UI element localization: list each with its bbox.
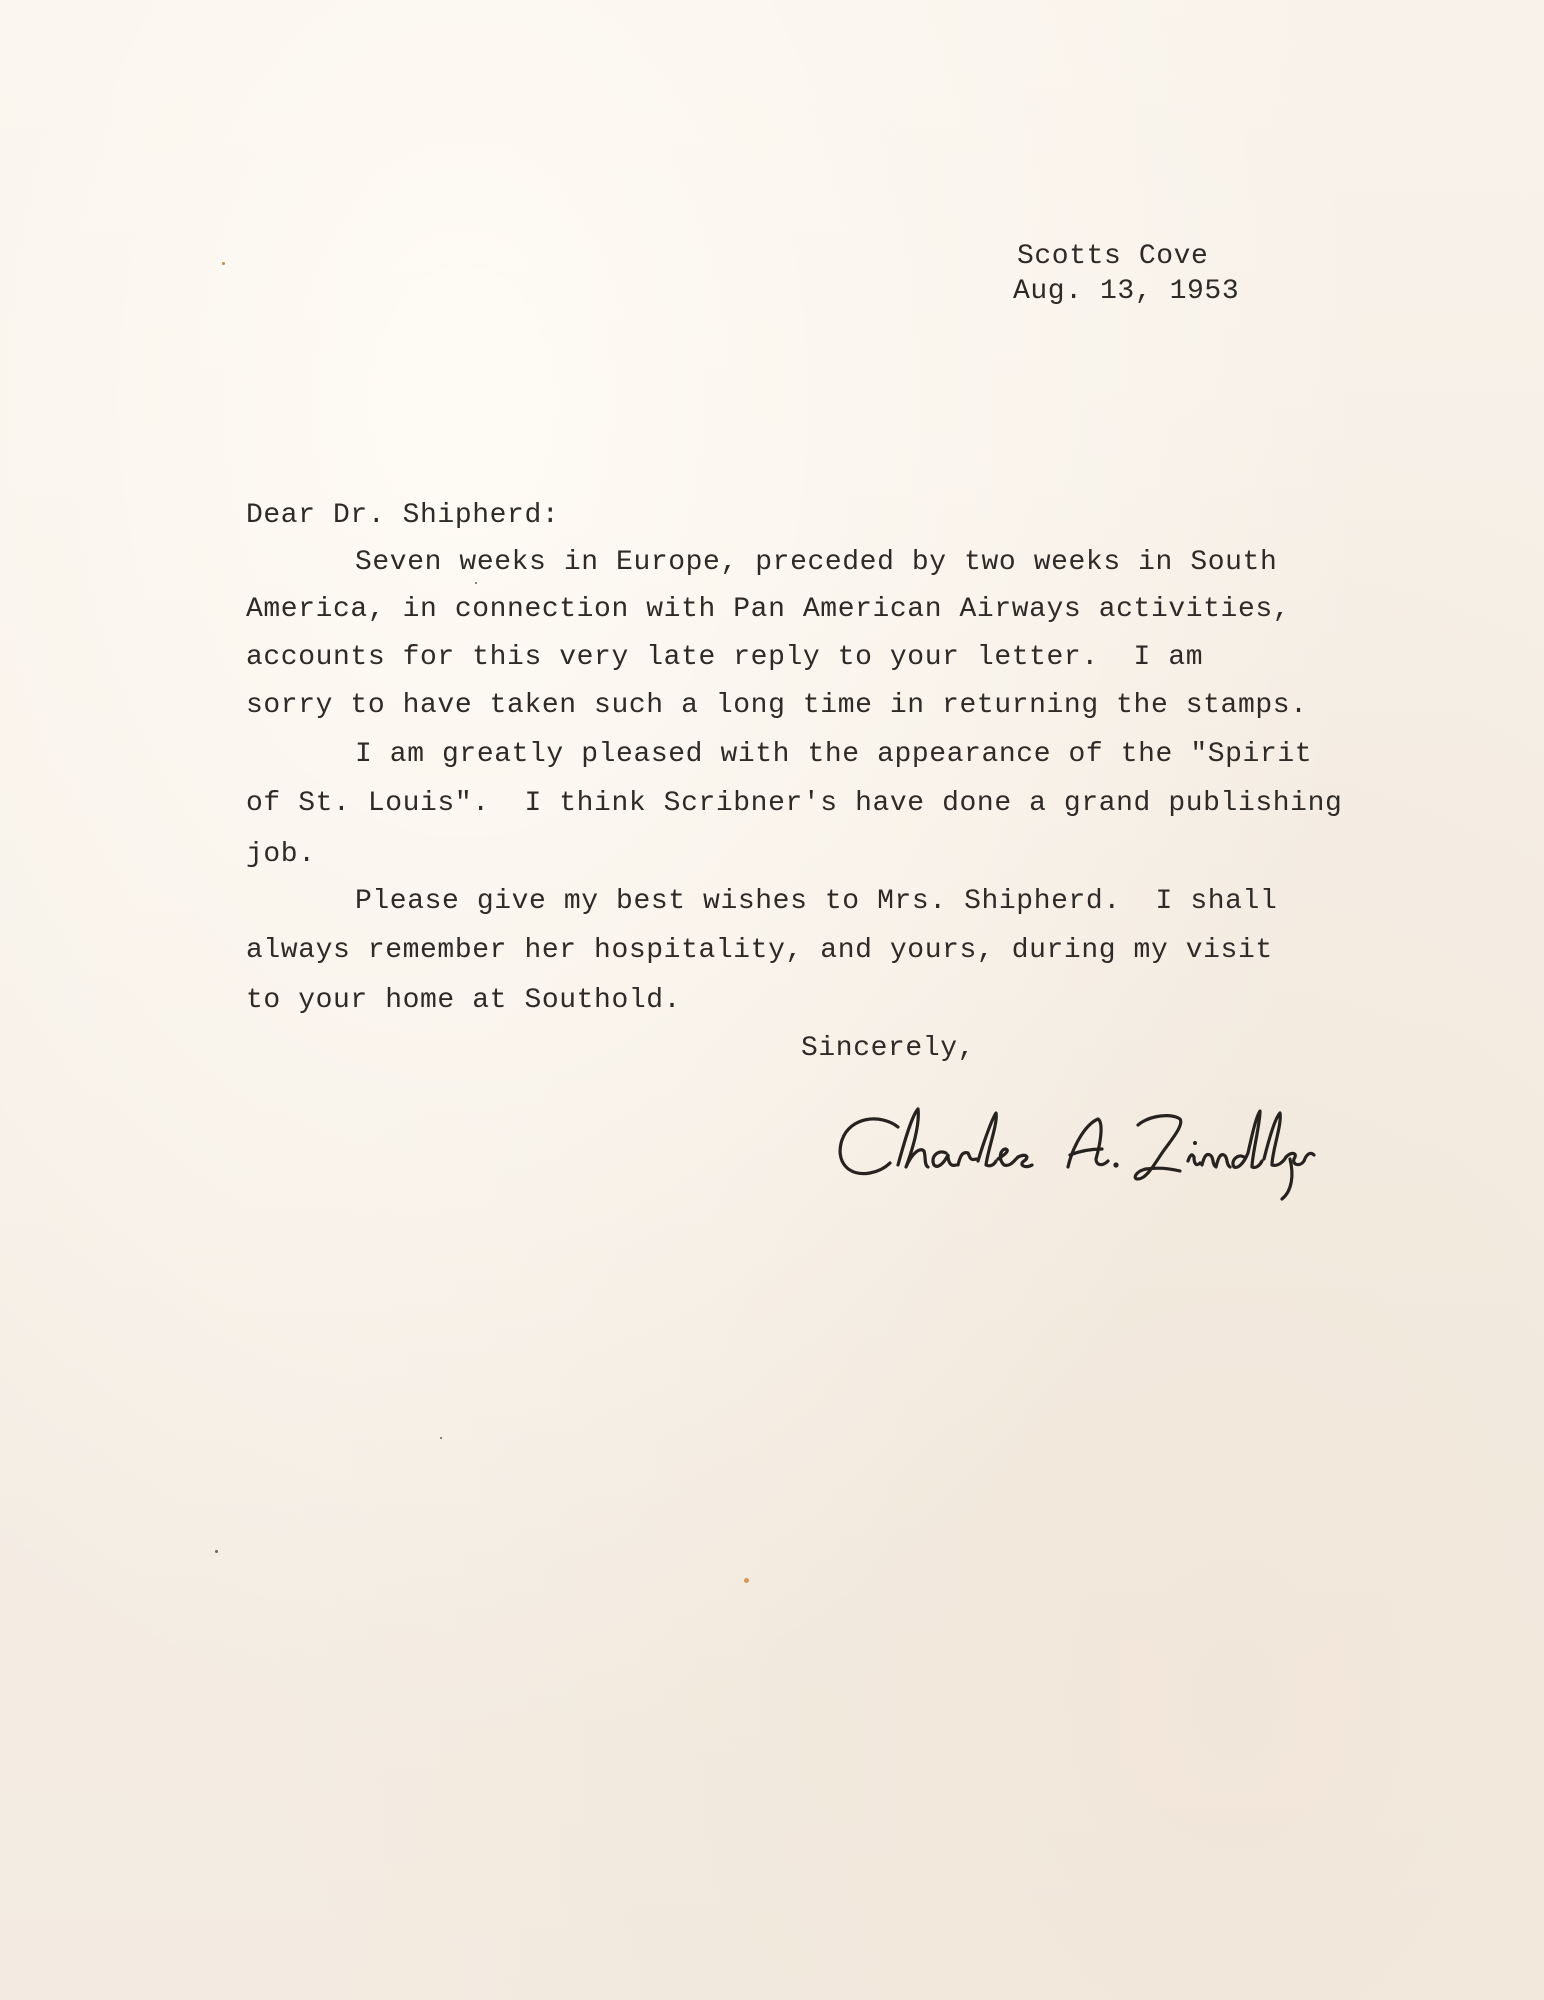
paragraph-1-line-3: accounts for this very late reply to your letter. I am xyxy=(246,642,1204,673)
paragraph-1-line-4: sorry to have taken such a long time in returning the stamps. xyxy=(246,690,1308,721)
letter-salutation: Dear Dr. Shipherd: xyxy=(246,500,560,531)
letter-closing: Sincerely, xyxy=(801,1033,976,1064)
letter-place: Scotts Cove xyxy=(1017,241,1209,272)
paragraph-1-line-2: America, in connection with Pan American Airways activities, xyxy=(246,594,1291,625)
paper-speck xyxy=(744,1578,749,1583)
paper-speck xyxy=(475,582,477,584)
paragraph-2-line-1: I am greatly pleased with the appearance of the "Spirit xyxy=(355,739,1313,770)
handwritten-signature xyxy=(820,1095,1320,1205)
paper-speck xyxy=(215,1550,218,1553)
paragraph-1-line-1: Seven weeks in Europe, preceded by two weeks in South xyxy=(355,547,1278,578)
paragraph-2-line-2: of St. Louis". I think Scribner's have done a grand publishing xyxy=(246,788,1343,819)
paragraph-3-line-1: Please give my best wishes to Mrs. Shipherd. I shall xyxy=(355,886,1278,917)
paragraph-3-line-3: to your home at Southold. xyxy=(246,985,682,1016)
letter-date: Aug. 13, 1953 xyxy=(1013,276,1240,307)
paragraph-3-line-2: always remember her hospitality, and yours, during my visit xyxy=(246,935,1273,966)
paper-speck xyxy=(440,1437,442,1439)
paper-speck xyxy=(222,262,225,265)
paragraph-2-line-3: job. xyxy=(246,839,316,870)
